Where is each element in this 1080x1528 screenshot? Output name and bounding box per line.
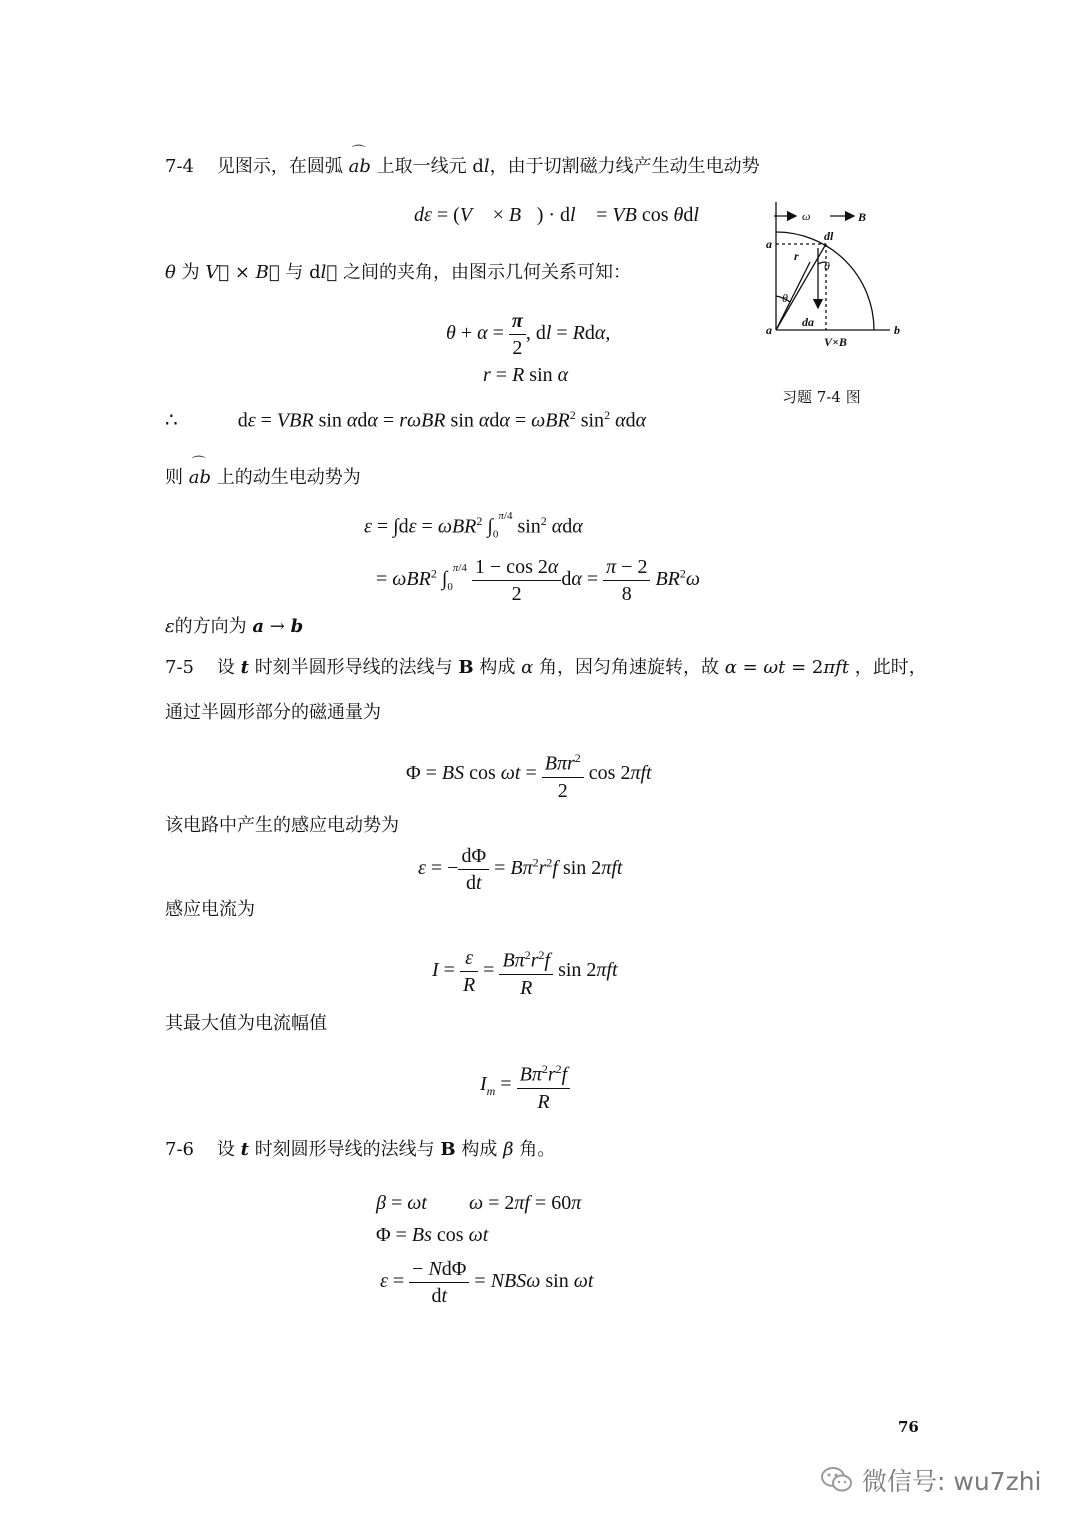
text: 的方向为 [174,616,247,637]
equation-beta: β = ωt ω = 2πf = 60π [376,1192,582,1214]
label-dl: dl [824,229,834,243]
label-theta-top: θ [824,259,830,273]
text: 之间的夹角，由图示几何关系可知： [342,262,631,283]
label-theta-bottom: θ [782,291,788,305]
label-a-top: a [766,237,772,251]
equation-integral-1: ε = ∫dε = ωBR$^2$ $\int_0^{\pi/4}$ $\sin^2 \alpha d\alpha$ [364,510,583,541]
text: 构成 [461,1139,498,1160]
equation-theta-alpha: θ + α = $\frac{\pi}{2}$ , dl = Rdα, [446,310,611,359]
label-B: B [858,210,867,224]
problem-7-5-line2: 通过半圆形部分的磁通量为 [165,702,381,723]
text: 则 [165,467,183,488]
equation-integral-2: = ωBR$^2$ $\int_0^{\pi/4}$ $\frac{1 - \cos 2\alpha}{2}$ dα = $\frac{\pi - 2}{8}$ $BR^2\omega$ [376,556,701,605]
equation-emf-2: ε = $\frac{\text{− NdΦ}}{dt}$ = NBSω sin ωt [380,1258,594,1307]
text: 为 [181,262,200,283]
problem-number: 7-5 [165,657,194,678]
wechat-icon [820,1465,854,1495]
equation-Im: $I_m$ = $\frac{B\pi^2r^2f}{R}$ [480,1056,570,1115]
text: 设 [216,657,235,678]
equation-r: r = R sin α [483,364,569,386]
label-b: b [894,323,900,337]
text: 上的动生电动势为 [216,467,361,488]
equation-current: I = $\frac{\varepsilon}{R}$ = $\frac{B\pi^2r^2f}{R}$ sin 2πft [432,942,618,1001]
equation-d-epsilon: dε = (V⃗ × B⃗) · dl⃗ = VB cos θdl [414,204,699,226]
page-number: 76 [898,1418,919,1436]
theta-definition: θ 为 V⃗ × B⃗ 与 dl⃗ 之间的夹角，由图示几何关系可知： [165,262,631,283]
label-da: da [802,315,814,329]
text: 设 [216,1139,235,1160]
arc-ab: ⌒ ab [189,467,211,489]
label-a-bottom: a [766,323,772,337]
problem-number: 7-4 [165,156,194,177]
text: 时刻圆形导线的法线与 [254,1139,435,1160]
current-label: 感应电流为 [165,899,255,920]
text: ，由于切割磁力线产生动生电动势 [489,156,760,177]
diagram-svg [754,196,934,356]
text: 角，因匀角速旋转，故 [539,657,719,678]
watermark [820,1462,1041,1498]
emf-label: 该电路中产生的感应电动势为 [165,815,399,836]
text: 角。 [519,1139,556,1160]
direction-line: ε的方向为 a → b [165,616,304,637]
figure-caption: 习题 7-4 图 [782,388,861,406]
var-B: B [458,657,474,678]
text: l [483,156,490,177]
problem-number: 7-6 [165,1139,194,1160]
text: 构成 [479,657,516,678]
therefore-sign: ∴ [165,409,178,432]
var-B: B [440,1139,456,1160]
watermark-text: 微信号: wu7zhi [862,1467,1042,1496]
label-r: r [794,249,799,263]
label-omega: ω [802,209,811,223]
arc-ab: ⌒ ab [349,156,371,178]
max-label: 其最大值为电流幅值 [165,1013,327,1034]
var-t: t [240,1139,249,1160]
var-t: t [240,657,249,678]
problem-7-6-intro: 7-6 设 t 时刻圆形导线的法线与 B 构成 β 角。 [165,1139,556,1160]
equation-phi: Φ = BS cos ωt = $\frac{B\pi r^2}{2}$ cos 2πft [406,745,652,804]
label-VxB: V×B [824,335,847,349]
text: ，此时， [854,657,927,678]
text: 时刻半圆形导线的法线与 [254,657,453,678]
problem-7-4-intro [165,156,760,178]
problem-7-5-intro: 7-5 设 t 时刻半圆形导线的法线与 B 构成 α 角，因匀角速旋转，故 α = ωt = 2πft ，此时， [165,657,927,678]
text: 与 [285,262,304,283]
text: 上取一线元 d [376,156,484,177]
equation-phi-2: Φ = Bs cos ωt [376,1224,489,1246]
figure-7-4 [754,196,934,407]
then-line [165,467,361,489]
equation-therefore: ∴ dε = VBR sin αdα = rωBR sin αdα = ωBR$^2$ $\sin^2 \alpha d\alpha$ [165,408,647,432]
text: 见图示，在圆弧 [216,156,343,177]
equation-emf: ε = − $\frac{d\Phi}{dt}$ = $B\pi^2r^2f$ sin 2πft [418,845,623,894]
